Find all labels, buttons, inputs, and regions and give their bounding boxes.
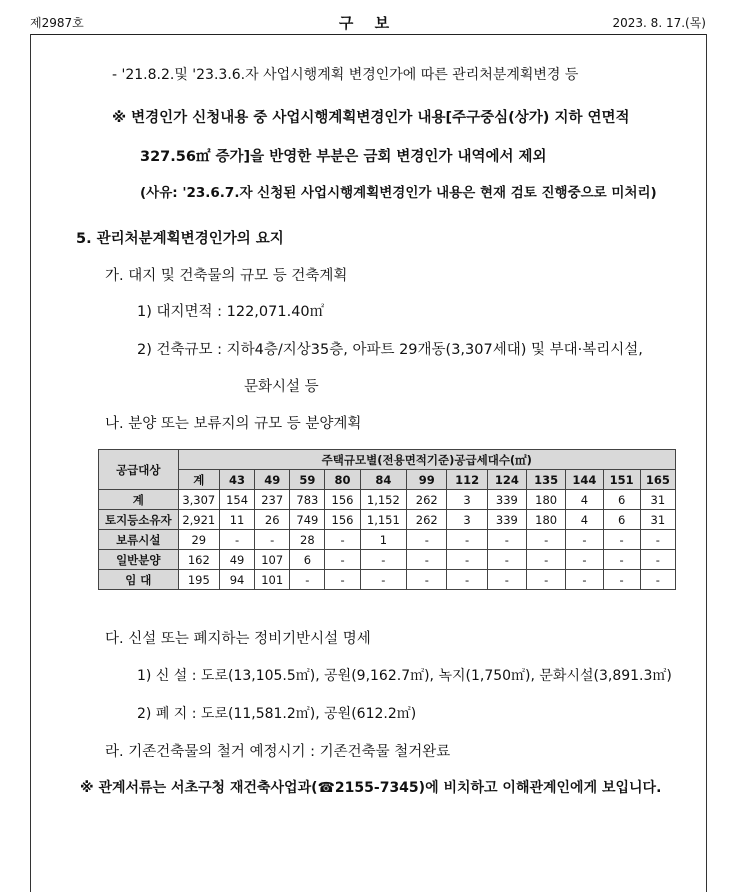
table-row (99, 510, 676, 530)
table-cell: - (325, 570, 360, 590)
table-cell: 6 (603, 490, 640, 510)
building-scale: 2) 건축규모 : 지하4층/지상35층, 아파트 29개동(3,307세대) 및 부대·복리시설, (137, 342, 643, 358)
table-cell: 28 (290, 530, 325, 550)
row-label: 토지등소유자 (99, 510, 179, 530)
table-row (99, 550, 676, 570)
table-cell: 749 (290, 510, 325, 530)
table-cell: - (407, 550, 447, 570)
table-cell: - (640, 530, 675, 550)
column-header-row (99, 470, 676, 490)
table-cell: 162 (178, 550, 219, 570)
new-facilities: 1) 신 설 : 도로(13,105.5㎡), 공원(9,162.7㎡), 녹지(1,750㎡), 문화시설(3,891.3㎡) (137, 668, 672, 684)
table-body (99, 490, 676, 590)
table-cell: - (325, 550, 360, 570)
table-cell: 6 (603, 510, 640, 530)
table-cell: 1 (360, 530, 407, 550)
row-label: 계 (99, 490, 179, 510)
table-cell: 1,152 (360, 490, 407, 510)
subsection-ga: 가. 대지 및 건축물의 규모 등 건축계획 (105, 268, 348, 284)
column-header: 49 (255, 470, 290, 490)
table-cell: - (487, 550, 526, 570)
table-cell: 2,921 (178, 510, 219, 530)
row-header-label: 공급대상 (99, 450, 179, 490)
table-cell: 29 (178, 530, 219, 550)
table-cell: - (360, 570, 407, 590)
column-header: 59 (290, 470, 325, 490)
table-cell: 1,151 (360, 510, 407, 530)
table-cell: 3 (447, 490, 487, 510)
table-cell: - (527, 570, 566, 590)
table-cell: - (566, 530, 603, 550)
table-cell: 783 (290, 490, 325, 510)
table-cell: - (603, 530, 640, 550)
section-5-heading: 5. 관리처분계획변경인가의 요지 (76, 231, 284, 247)
table-cell: - (603, 550, 640, 570)
subsection-da: 다. 신설 또는 폐지하는 정비기반시설 명세 (105, 631, 371, 647)
subsection-na: 나. 분양 또는 보류지의 규모 등 분양계획 (105, 416, 362, 432)
table-cell: 156 (325, 490, 360, 510)
table-cell: - (407, 570, 447, 590)
table-cell: 31 (640, 510, 675, 530)
column-header: 124 (487, 470, 526, 490)
column-header: 84 (360, 470, 407, 490)
column-header: 80 (325, 470, 360, 490)
exclusion-reason: (사유: '23.6.7.자 신청된 사업시행계획변경인가 내용은 현재 검토 진행중으로 미처리) (140, 185, 657, 201)
table-row (99, 570, 676, 590)
table-cell: 154 (219, 490, 254, 510)
change-reason-line: - '21.8.2.및 '23.3.6.자 사업시행계획 변경인가에 따른 관리처분계획변경 등 (112, 67, 579, 83)
column-header: 112 (447, 470, 487, 490)
table-cell: 4 (566, 490, 603, 510)
table-cell: - (407, 530, 447, 550)
page-header (30, 12, 706, 35)
table-cell: 262 (407, 510, 447, 530)
table-cell: - (447, 570, 487, 590)
table-cell: 11 (219, 510, 254, 530)
exclusion-note-line1: ※ 변경인가 신청내용 중 사업시행계획변경인가 내용[주구중심(상가) 지하 연면적 (112, 110, 630, 126)
table-cell: 237 (255, 490, 290, 510)
column-header: 99 (407, 470, 447, 490)
table-cell: - (487, 530, 526, 550)
table-cell: 94 (219, 570, 254, 590)
table-cell: 180 (527, 490, 566, 510)
row-label: 일반분양 (99, 550, 179, 570)
subsection-ra: 라. 기존건축물의 철거 예정시기 : 기존건축물 철거완료 (105, 744, 451, 760)
table-cell: 4 (566, 510, 603, 530)
table-row (99, 490, 676, 510)
table-cell: - (487, 570, 526, 590)
column-header: 151 (603, 470, 640, 490)
supply-table (98, 449, 676, 590)
bulletin-title: 구 보 (338, 14, 398, 32)
table-cell: 6 (290, 550, 325, 570)
group-header: 주택규모별(전용면적기준)공급세대수(㎡) (178, 450, 675, 470)
table-cell: - (255, 530, 290, 550)
row-label: 임 대 (99, 570, 179, 590)
table-cell: - (566, 570, 603, 590)
issue-number: 제2987호 (30, 16, 84, 30)
table-cell: - (447, 530, 487, 550)
table-cell: 195 (178, 570, 219, 590)
table-cell: - (447, 550, 487, 570)
table-cell: - (290, 570, 325, 590)
site-area: 1) 대지면적 : 122,071.40㎡ (137, 304, 325, 320)
table-cell: - (527, 530, 566, 550)
table-cell: - (566, 550, 603, 570)
row-label: 보류시설 (99, 530, 179, 550)
table-cell: 339 (487, 510, 526, 530)
table-cell: - (640, 570, 675, 590)
table-cell: - (219, 530, 254, 550)
table-cell: 262 (407, 490, 447, 510)
table-cell: - (603, 570, 640, 590)
closing-note: ※ 관계서류는 서초구청 재건축사업과(☎2155-7345)에 비치하고 이해관계인에게 보입니다. (80, 780, 662, 796)
table-cell: - (360, 550, 407, 570)
table-cell: - (640, 550, 675, 570)
table-cell: - (527, 550, 566, 570)
table-cell: 156 (325, 510, 360, 530)
table-cell: 180 (527, 510, 566, 530)
column-header: 계 (178, 470, 219, 490)
table-cell: 49 (219, 550, 254, 570)
removed-facilities: 2) 폐 지 : 도로(11,581.2㎡), 공원(612.2㎡) (137, 706, 417, 722)
column-header: 144 (566, 470, 603, 490)
table-cell: - (325, 530, 360, 550)
table-cell: 339 (487, 490, 526, 510)
table-cell: 31 (640, 490, 675, 510)
table-cell: 3,307 (178, 490, 219, 510)
column-header: 135 (527, 470, 566, 490)
column-header: 43 (219, 470, 254, 490)
left-border (30, 34, 31, 892)
table-cell: 107 (255, 550, 290, 570)
column-header: 165 (640, 470, 675, 490)
table-cell: 26 (255, 510, 290, 530)
issue-date: 2023. 8. 17.(목) (612, 16, 706, 30)
right-border (706, 34, 707, 892)
table-cell: 3 (447, 510, 487, 530)
table-row (99, 530, 676, 550)
building-scale-cont: 문화시설 등 (244, 379, 319, 395)
exclusion-note-line2: 327.56㎡ 증가]을 반영한 부분은 금회 변경인가 내역에서 제외 (140, 149, 547, 165)
table-cell: 101 (255, 570, 290, 590)
